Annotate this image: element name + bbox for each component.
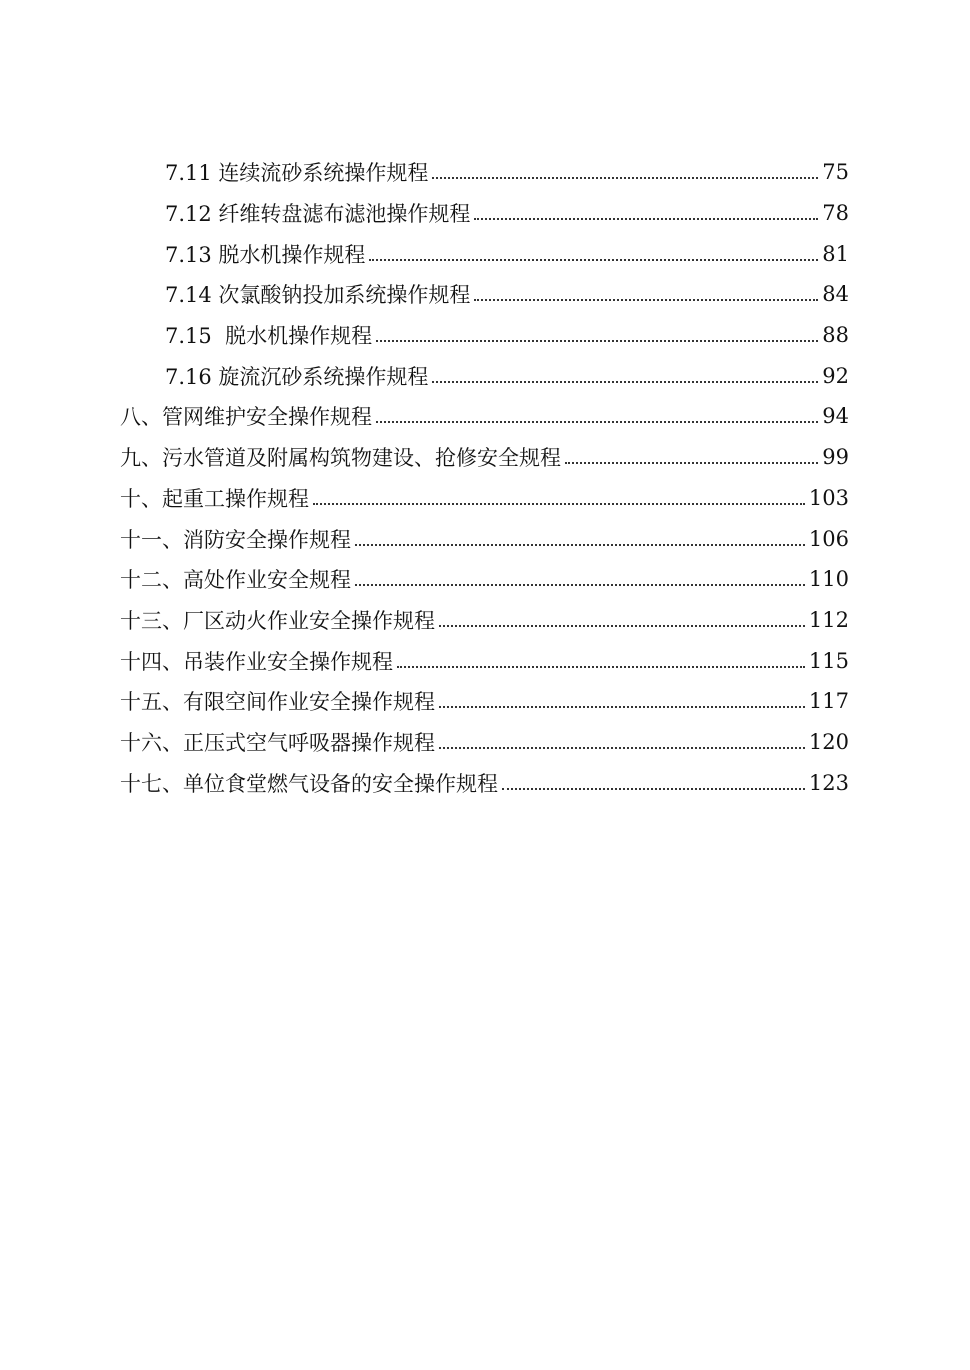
toc-entry[interactable] <box>0 437 970 478</box>
toc-dot-leader <box>502 788 805 790</box>
toc-dot-leader <box>439 706 805 708</box>
toc-dot-leader <box>432 177 818 179</box>
toc-page-number: 78 <box>822 201 849 226</box>
toc-dot-leader <box>355 544 805 546</box>
toc-entry[interactable] <box>0 355 970 396</box>
toc-page-number: 99 <box>822 445 849 470</box>
toc-page-number: 106 <box>808 526 849 551</box>
toc-page-number: 81 <box>822 241 849 266</box>
toc-entry-title: 十四、吊装作业安全操作规程 <box>120 649 393 674</box>
toc-entry[interactable] <box>0 315 970 356</box>
toc-dot-leader <box>565 462 818 464</box>
toc-entry-title: 十七、单位食堂燃气设备的安全操作规程 <box>120 771 498 796</box>
toc-entry[interactable] <box>0 478 970 519</box>
toc-page-number: 120 <box>808 729 849 754</box>
toc-entry-title: 十一、消防安全操作规程 <box>120 527 351 552</box>
toc-entry-title: 十、起重工操作规程 <box>120 486 309 511</box>
toc-page-number: 88 <box>822 323 849 348</box>
toc-page-number: 110 <box>808 567 849 592</box>
toc-entry-title: 十六、正压式空气呼吸器操作规程 <box>120 730 435 755</box>
toc-page-number: 92 <box>822 363 849 388</box>
toc-dot-leader <box>355 584 805 586</box>
toc-entry[interactable] <box>0 233 970 274</box>
toc-entry-title: 十五、有限空间作业安全操作规程 <box>120 690 435 715</box>
toc-page-number: 123 <box>808 770 849 795</box>
toc-entry[interactable] <box>0 762 970 803</box>
toc-dot-leader <box>376 421 818 423</box>
toc-entry-title: 7.13 脱水机操作规程 <box>165 242 366 267</box>
toc-entry[interactable] <box>0 518 970 559</box>
toc-dot-leader <box>369 259 818 261</box>
toc-dot-leader <box>397 666 805 668</box>
toc-dot-leader <box>474 299 818 301</box>
toc-entry-title: 7.16 旋流沉砂系统操作规程 <box>165 364 429 389</box>
toc-dot-leader <box>313 503 805 505</box>
toc-dot-leader <box>376 340 818 342</box>
toc-page-number: 103 <box>808 485 849 510</box>
toc-entry-title: 7.14 次氯酸钠投加系统操作规程 <box>165 283 471 308</box>
toc-entry-title: 7.11 连续流砂系统操作规程 <box>165 161 429 186</box>
toc-entry[interactable] <box>0 600 970 641</box>
toc-dot-leader <box>439 625 805 627</box>
table-of-contents <box>0 152 970 803</box>
toc-entry[interactable] <box>0 722 970 763</box>
toc-page-number: 115 <box>808 648 849 673</box>
toc-page-number: 117 <box>808 689 849 714</box>
toc-entry-title: 7.12 纤维转盘滤布滤池操作规程 <box>165 202 471 227</box>
toc-entry[interactable] <box>0 396 970 437</box>
toc-entry[interactable] <box>0 559 970 600</box>
toc-page-number: 112 <box>808 607 849 632</box>
toc-entry[interactable] <box>0 193 970 234</box>
toc-entry[interactable] <box>0 274 970 315</box>
toc-page-number: 75 <box>822 160 849 185</box>
toc-entry-title: 十二、高处作业安全规程 <box>120 568 351 593</box>
toc-entry[interactable] <box>0 681 970 722</box>
toc-entry-title: 九、污水管道及附属构筑物建设、抢修安全规程 <box>120 446 561 471</box>
toc-dot-leader <box>432 381 818 383</box>
toc-page-number: 84 <box>822 282 849 307</box>
toc-dot-leader <box>439 747 805 749</box>
toc-entry[interactable] <box>0 152 970 193</box>
toc-entry-title: 7.15 脱水机操作规程 <box>165 324 373 349</box>
toc-entry[interactable] <box>0 640 970 681</box>
toc-page-number: 94 <box>822 404 849 429</box>
toc-dot-leader <box>474 218 818 220</box>
toc-entry-title: 十三、厂区动火作业安全操作规程 <box>120 608 435 633</box>
toc-entry-title: 八、管网维护安全操作规程 <box>120 405 372 430</box>
